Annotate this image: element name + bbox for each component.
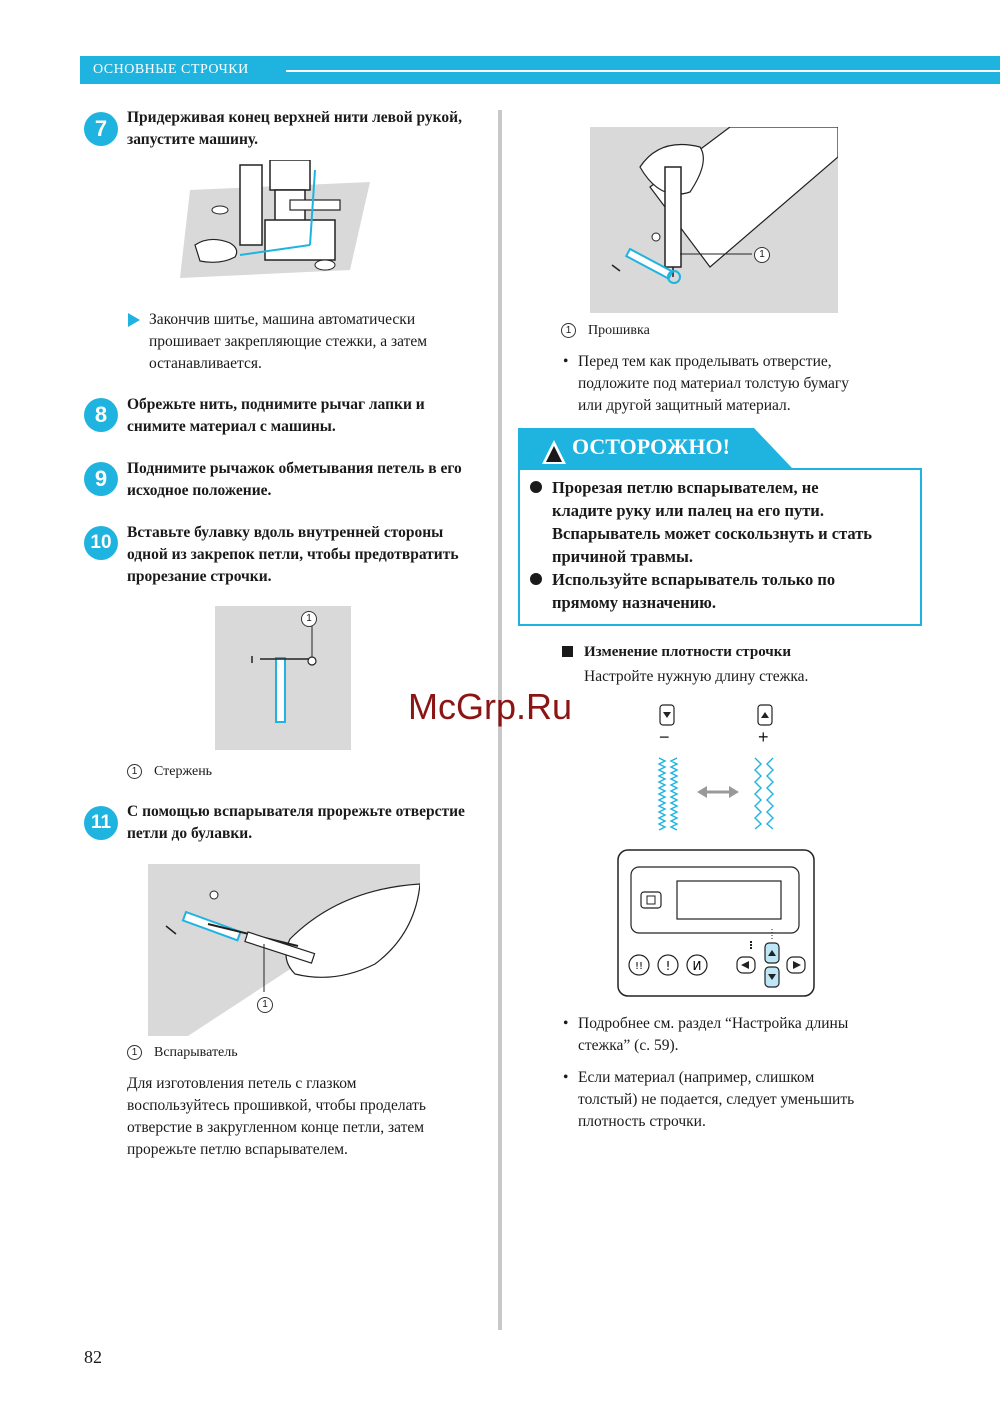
step-7-text	[127, 107, 462, 151]
step-11-number: 11	[84, 806, 118, 840]
note-protective-material	[578, 351, 849, 417]
warning-icon	[529, 432, 557, 464]
note-thick-material	[578, 1067, 854, 1133]
illustration-pin-in-buttonhole	[215, 606, 351, 750]
watermark: McGrp.Ru	[408, 686, 573, 727]
note-line: стежка” (с. 59).	[578, 1037, 679, 1054]
note-line: Если материал (например, слишком	[578, 1069, 815, 1086]
svg-text:И: И	[692, 959, 702, 973]
density-heading: Изменение плотности строчки	[584, 644, 792, 660]
illustration-seam-ripper	[148, 864, 420, 1036]
note-stitch-length-ref	[578, 1013, 848, 1057]
illustration-sewing-machine-foot	[180, 160, 370, 290]
step-8-line: снимите материал с машины.	[127, 418, 336, 435]
svg-text:!: !	[665, 959, 671, 973]
caption-awl	[561, 323, 650, 339]
step-11-text	[127, 801, 465, 845]
eyelet-paragraph	[127, 1073, 426, 1161]
step-11-line: С помощью вспарывателя прорежьте отверстие	[127, 803, 465, 820]
step-10-line: прорезание строчки.	[127, 568, 272, 585]
note-bullet: •	[563, 353, 569, 370]
header-rule	[286, 70, 1000, 72]
result-note-line: Закончив шитье, машина автоматически	[149, 311, 416, 328]
step-9-line: исходное положение.	[127, 482, 272, 499]
caption-ripper	[127, 1045, 238, 1061]
step-7-number: 7	[84, 112, 118, 146]
caution-line: прямому назначению.	[552, 593, 717, 612]
paragraph-line: прорежьте петлю вспарывателем.	[127, 1141, 348, 1158]
caption-text: Прошивка	[588, 323, 650, 338]
illustration-awl	[590, 127, 838, 313]
step-7-line: запустите машину.	[127, 131, 258, 148]
paragraph-line: воспользуйтесь прошивкой, чтобы проделать	[127, 1097, 426, 1114]
note-bullet: •	[563, 1069, 569, 1086]
page-number: 82	[84, 1347, 102, 1367]
step-11-line: петли до булавки.	[127, 825, 253, 842]
caption-number: 1	[127, 764, 142, 779]
caption-pin	[127, 764, 212, 780]
square-bullet-icon	[562, 646, 573, 657]
note-line: Перед тем как проделывать отверстие,	[578, 353, 832, 370]
minus-label: −	[659, 727, 670, 747]
step-9-text	[127, 458, 462, 502]
caution-line: Используйте вспарыватель только по	[552, 570, 836, 589]
note-bullet: •	[563, 1015, 569, 1032]
note-line: подложите под материал толстую бумагу	[578, 375, 850, 392]
caution-item-1	[552, 476, 872, 568]
callout-1: 1	[257, 997, 273, 1013]
step-7-line: Придерживая конец верхней нити левой рукой,	[127, 109, 462, 126]
caution-title: ОСТОРОЖНО!	[572, 434, 730, 459]
svg-text:!!: !!	[634, 961, 644, 972]
paragraph-line: Для изготовления петель с глазком	[127, 1075, 357, 1092]
caution-line: Вспарыватель может соскользнуть и стать	[552, 524, 873, 543]
result-note	[149, 309, 427, 375]
result-note-line: останавливается.	[149, 355, 262, 372]
note-line: плотность строчки.	[578, 1113, 706, 1130]
section-title: ОСНОВНЫЕ СТРОЧКИ	[93, 62, 249, 77]
step-8-line: Обрежьте нить, поднимите рычаг лапки и	[127, 396, 425, 413]
density-text: Настройте нужную длину стежка.	[584, 668, 809, 685]
result-arrow-icon	[128, 313, 140, 327]
caption-text: Стержень	[154, 764, 213, 779]
note-line: или другой защитный материал.	[578, 397, 791, 414]
step-10-line: Вставьте булавку вдоль внутренней стороны	[127, 524, 444, 541]
plus-label: +	[758, 727, 769, 747]
control-panel-diagram	[617, 849, 815, 997]
callout-1: 1	[754, 247, 770, 263]
step-10-line: одной из закрепок петли, чтобы предотвратить	[127, 546, 459, 563]
note-line: Подробнее см. раздел “Настройка длины	[578, 1015, 849, 1032]
callout-1: 1	[301, 611, 317, 627]
caution-item-2	[552, 568, 835, 614]
caution-line: причиной травмы.	[552, 547, 693, 566]
step-8-text	[127, 394, 425, 438]
result-note-line: прошивает закрепляющие стежки, а затем	[149, 333, 428, 350]
caption-number: 1	[127, 1045, 142, 1060]
note-line: толстый) не подается, следует уменьшить	[578, 1091, 855, 1108]
caption-text: Вспарыватель	[154, 1045, 238, 1060]
step-10-text	[127, 522, 459, 588]
step-9-line: Поднимите рычажок обметывания петель в его	[127, 460, 462, 477]
bullet-dot-icon	[530, 573, 542, 585]
caption-number: 1	[561, 323, 576, 338]
caution-line: Прорезая петлю вспарывателем, не	[552, 478, 819, 497]
stitch-density-diagram	[655, 703, 785, 833]
step-9-number: 9	[84, 462, 118, 496]
paragraph-line: отверстие в закругленном конце петли, затем	[127, 1119, 425, 1136]
caution-line: кладите руку или палец на его пути.	[552, 501, 824, 520]
bullet-dot-icon	[530, 481, 542, 493]
step-10-number: 10	[84, 526, 118, 560]
step-8-number: 8	[84, 398, 118, 432]
